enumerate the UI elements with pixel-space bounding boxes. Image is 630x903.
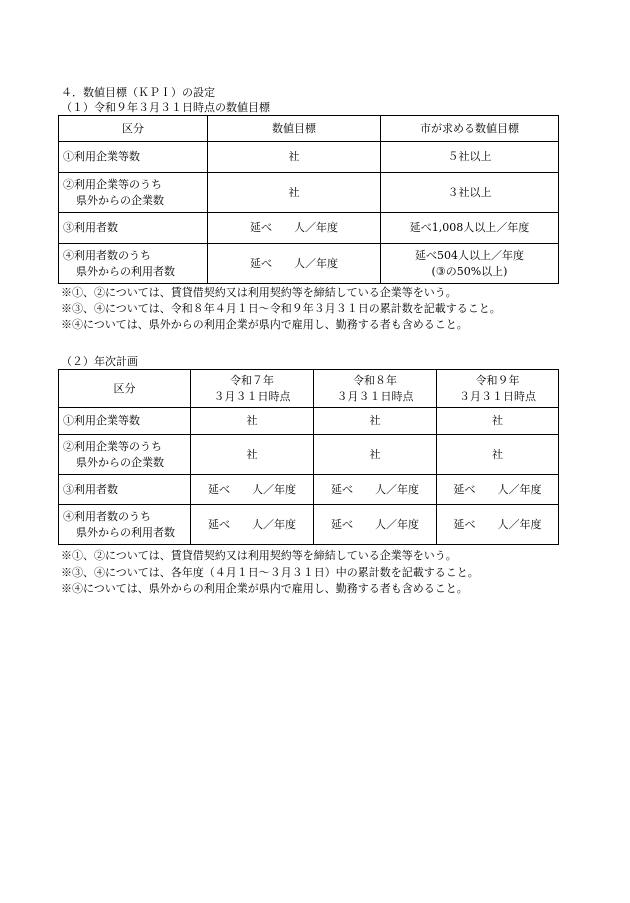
note: ※④については、県外からの利用企業が県内で雇用し、勤務する者も含めること。 <box>61 318 468 331</box>
plan-cell: 延べ 人／年度 <box>191 475 314 505</box>
row-label: ③利用者数 <box>59 475 191 505</box>
city-target-cell: 延べ504人以上／年度 (③の50%以上) <box>381 244 559 284</box>
plan-cell: 社 <box>314 408 437 435</box>
row-label: ②利用企業等のうち 県外からの企業数 <box>59 173 208 213</box>
plan-cell: 延べ 人／年度 <box>191 505 314 545</box>
section1-title: （１）令和９年３月３１日時点の数値目標 <box>61 101 270 114</box>
note: ※①、②については、賃貸借契約又は利用契約等を締結している企業等をいう。 <box>61 549 457 562</box>
table-row <box>59 142 559 173</box>
row-label: ③利用者数 <box>59 213 208 244</box>
plan-cell: 延べ 人／年度 <box>437 505 559 545</box>
note: ※①、②については、賃貸借契約又は利用契約等を締結している企業等をいう。 <box>61 286 457 299</box>
table-row <box>59 173 559 213</box>
target-cell: 延べ 人／年度 <box>208 213 381 244</box>
plan-cell: 延べ 人／年度 <box>314 505 437 545</box>
row-label: ②利用企業等のうち 県外からの企業数 <box>59 435 191 475</box>
row-label: ①利用企業等数 <box>59 142 208 173</box>
year-header-cell: 令和８年 ３月３１日時点 <box>314 370 437 408</box>
plan-cell: 社 <box>437 408 559 435</box>
row-label: ①利用企業等数 <box>59 408 191 435</box>
table-row <box>59 244 559 284</box>
row-label: ④利用者数のうち 県外からの利用者数 <box>59 244 208 284</box>
header-cell: 市が求める数値目標 <box>381 116 559 142</box>
city-target-cell: 延べ1,008人以上／年度 <box>381 213 559 244</box>
table-header-row <box>59 116 559 142</box>
plan-cell: 社 <box>191 408 314 435</box>
table-header-row <box>59 370 559 408</box>
table-row <box>59 505 559 545</box>
note: ※③、④については、令和８年４月１日～令和９年３月３１日の累計数を記載すること。 <box>61 302 501 315</box>
plan-cell: 延べ 人／年度 <box>314 475 437 505</box>
table-row <box>59 435 559 475</box>
kpi-target-table <box>58 115 559 284</box>
note: ※③、④については、各年度（４月１日～３月３１日）中の累計数を記載すること。 <box>61 566 479 579</box>
header-cell: 区分 <box>59 116 208 142</box>
target-cell: 社 <box>208 173 381 213</box>
header-cell: 数値目標 <box>208 116 381 142</box>
plan-cell: 社 <box>314 435 437 475</box>
annual-plan-table <box>58 369 559 545</box>
table-row <box>59 213 559 244</box>
plan-cell: 社 <box>437 435 559 475</box>
note: ※④については、県外からの利用企業が県内で雇用し、勤務する者も含めること。 <box>61 582 468 595</box>
table-row <box>59 475 559 505</box>
city-target-cell: ５社以上 <box>381 142 559 173</box>
year-header-cell: 令和７年 ３月３１日時点 <box>191 370 314 408</box>
table-row <box>59 408 559 435</box>
plan-cell: 社 <box>191 435 314 475</box>
header-cell: 区分 <box>59 370 191 408</box>
row-label: ④利用者数のうち 県外からの利用者数 <box>59 505 191 545</box>
year-header-cell: 令和９年 ３月３１日時点 <box>437 370 559 408</box>
city-target-cell: ３社以上 <box>381 173 559 213</box>
target-cell: 延べ 人／年度 <box>208 244 381 284</box>
target-cell: 社 <box>208 142 381 173</box>
section-heading: ４．数値目標（ＫＰＩ）の設定 <box>61 86 215 99</box>
section2-title: （２）年次計画 <box>61 355 138 368</box>
plan-cell: 延べ 人／年度 <box>437 475 559 505</box>
